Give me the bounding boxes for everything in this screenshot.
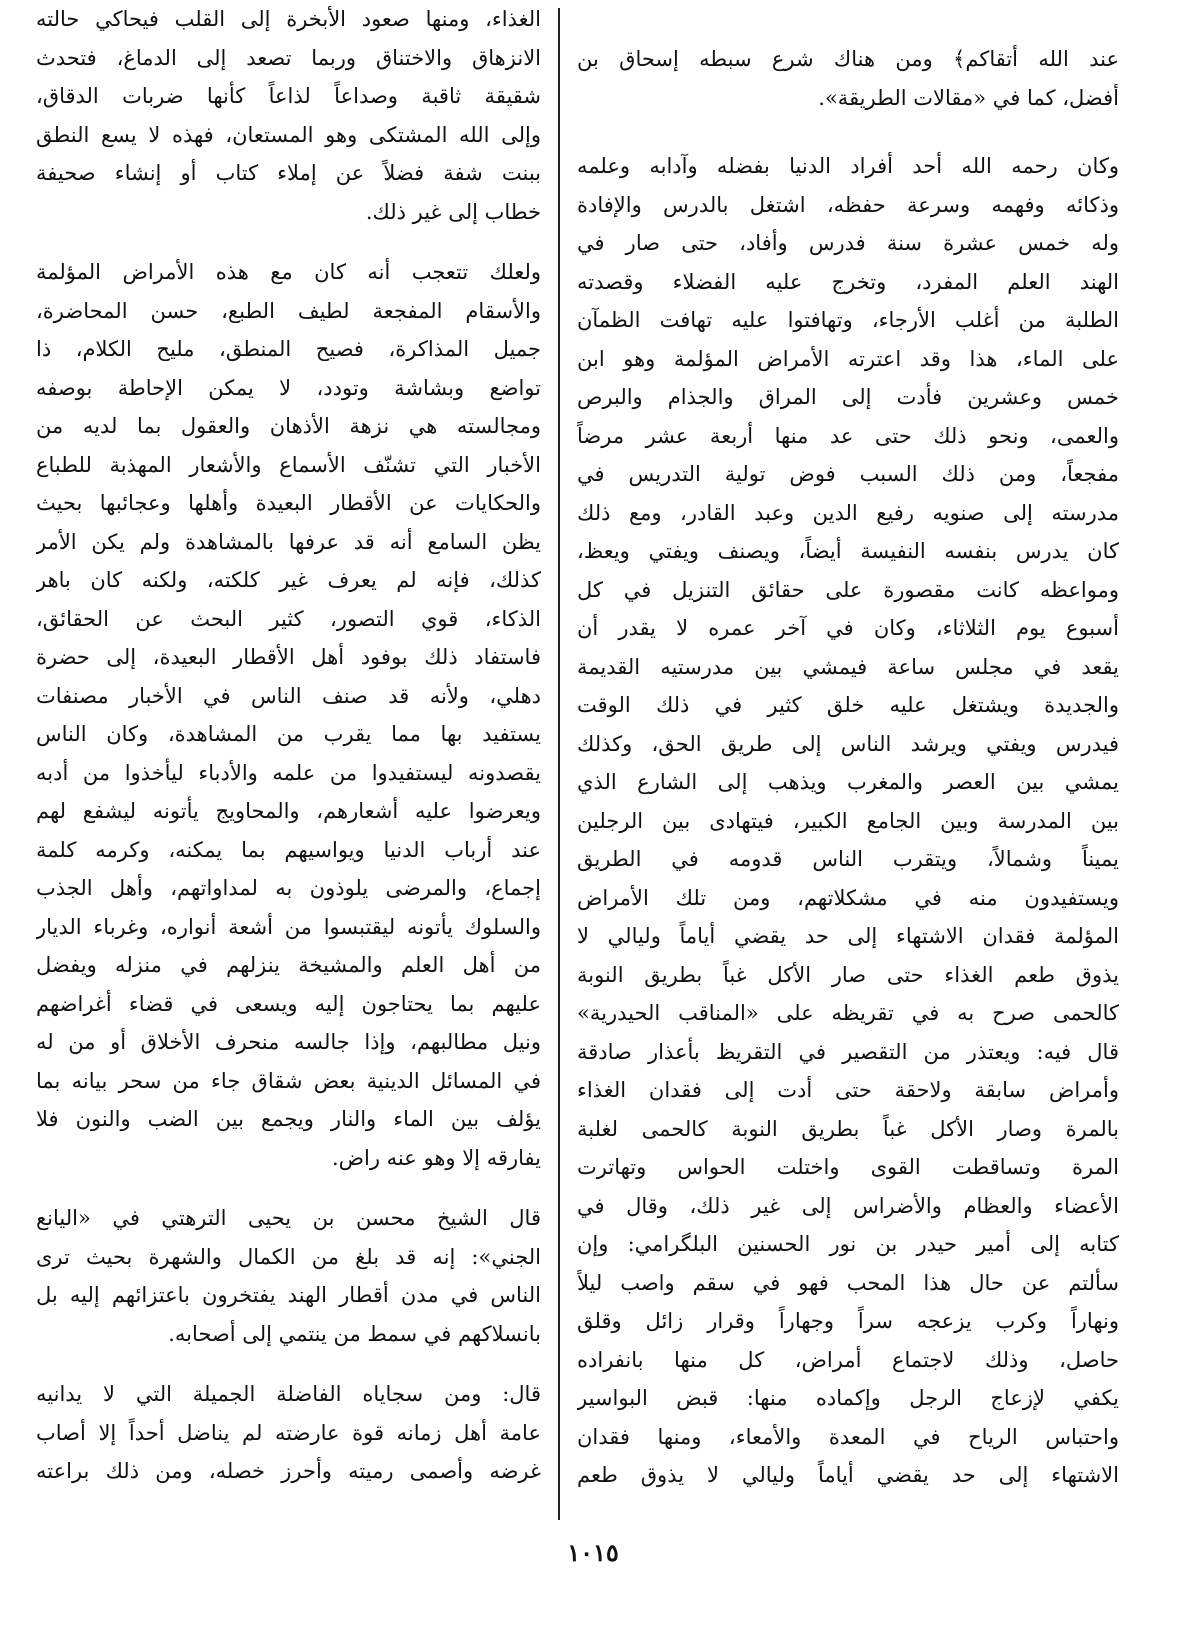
text-line: ونهاراً وكرب يزعجه سراً وجهاراً وقرار زائل وقلق (577, 1309, 1119, 1333)
text-line: يؤلف بين الماء والنار ويجمع بين الضب والنون فلا (36, 1107, 541, 1131)
text-line: يقعد في مجلس ساعة فيمشي بين مدرستيه القديمة (577, 654, 1119, 679)
text-line: غرضه وأصمى رميته وأحرز خصله، ومن ذلك براعته (36, 1459, 541, 1483)
text-line: ولعلك تتعجب أنه كان مع هذه الأمراض المؤلمة (36, 260, 541, 284)
text-line: الغذاء، ومنها صعود الأبخرة إلى القلب فيحاكي حالته (36, 7, 541, 31)
text-line: والحكايات عن الأقطار البعيدة وأهلها وعجائبها بحيث (36, 491, 541, 515)
text-line: على الماء، هذا وقد اعترته الأمراض المؤلمة وهو ابن (577, 346, 1119, 371)
text-line: يمشي بين العصر والمغرب ويذهب إلى الشارع الذي (577, 770, 1119, 794)
text-line: واحتباس الرياح في المعدة والأمعاء، ومنها فقدان (577, 1424, 1119, 1449)
text-line: وكان رحمه الله أحد أفراد الدنيا بفضله وآدابه وعلمه (577, 154, 1119, 178)
text-line: بالمرة وصار الأكل غباً بطريق النوبة كالحمى لغلبة (577, 1116, 1119, 1141)
text-line: وإلى الله المشتكى وهو المستعان، فهذه لا يسع النطق (36, 122, 541, 147)
paragraph (36, 0, 541, 231)
text-line: ونيل مطالبهم، وإذا جالسه منحرف الأخلاق أو من له (36, 1030, 541, 1054)
text-line: أفضل، كما في «مقالات الطريقة». (818, 85, 1119, 110)
text-line: ويعرضوا عليه أشعارهم، والمحاويج يأتونه ليشفع لهم (36, 799, 541, 823)
text-line: يذوق طعم الغذاء حتى صار الأكل غباً بطريق النوبة (577, 962, 1119, 987)
text-line: في المسائل الدينية بعض شقاق جاء من سحر بيانه بما (36, 1068, 541, 1093)
text-line: مدرسته إلى صنويه رفيع الدين وعبد القادر، ومع ذلك (577, 500, 1119, 525)
text-line: وذكائه وفهمه وسرعة حفظه، اشتغل بالدرس والإفادة (577, 192, 1119, 217)
text-line: ومجالسته هي نزهة الأذهان والعقول بما لديه من (36, 414, 541, 438)
text-line: فيدرس ويفتي ويرشد الناس إلى طريق الحق، وكذلك (577, 731, 1119, 756)
text-line: وله خمس عشرة سنة فدرس وأفاد، حتى صار في (577, 231, 1119, 255)
text-line: فاستفاد ذلك بوفود أهل الأقطار البعيدة، إلى حضرة (36, 645, 541, 669)
text-line: الذكاء، قوي التصور، كثير البحث عن الحقائق، (36, 606, 541, 631)
right-column (577, 40, 1119, 1517)
text-line: والسلوك يأتونه ليقتبسوا من أشعة أنواره، وغرباء الديار (36, 914, 541, 939)
text-line: جميل المذاكرة، فصيح المنطق، مليح الكلام، ذا (36, 337, 541, 361)
text-line: أسبوع يوم الثلاثاء، وكان في آخر عمره لا يقدر أن (577, 616, 1119, 640)
text-line: المؤلمة فقدان الاشتهاء إلى حد يقضي أياماً وليالي لا (577, 924, 1119, 948)
text-line: والأسقام المفجعة لطيف الطبع، حسن المحاضرة، (36, 298, 541, 323)
text-line: الأخبار التي تشنّف الأسماع والأشعار المهذبة للطباع (36, 452, 541, 477)
text-line: الجني»: إنه قد بلغ من الكمال والشهرة بحيث ترى (36, 1244, 541, 1269)
text-line: يقصدونه ليستفيدوا من علمه والأدباء ليأخذوا من أدبه (36, 760, 541, 785)
text-line: عند الله أتقاكم﴾ ومن هناك شرع سبطه إسحاق بن (577, 47, 1119, 71)
text-line: قال الشيخ محسن بن يحيى الترهتي في «اليانع (36, 1206, 541, 1230)
text-line: قال فيه: ويعتذر من التقصير في التقريظ بأعذار صادقة (577, 1039, 1119, 1064)
text-line: كتابه إلى أمير حيدر بن نور الحسنين البلگرامي: وإن (577, 1232, 1119, 1256)
text-line: يظن السامع أنه قد عرفها بالمشاهدة ولم يكن الأمر (36, 529, 541, 554)
paragraph (36, 1375, 541, 1491)
text-line: والعمى، ونحو ذلك حتى عد منها أربعة عشر مرضاً (577, 423, 1119, 448)
text-line: شقيقة ثاقبة وصداعاً لذاعاً كأنها ضربات الدقاق، (36, 84, 541, 108)
text-line: عامة أهل زمانه قوة عارضته لم يناضل أحداً إلا أصاب (36, 1420, 541, 1445)
text-line: الاشتهاء إلى حد يقضي أياماً وليالي لا يذوق طعم (577, 1463, 1119, 1487)
text-line: كالحمى صرح به في تقريظه على «المناقب الحيدرية» (577, 1001, 1119, 1025)
paragraph (577, 40, 1119, 117)
text-line: قال: ومن سجاياه الفاضلة الجميلة التي لا يدانيه (36, 1382, 541, 1406)
text-line: الناس في مدن أقطار الهند يفتخرون باعتزائهم إليه بل (36, 1283, 541, 1307)
text-line: كان يدرس بنفسه النفيسة أيضاً، ويصنف ويفتي ويعظ، (577, 539, 1119, 563)
text-line: خطاب إلى غير ذلك. (365, 199, 541, 224)
text-line: ويستفيدون منه في مشكلاتهم، ومن تلك الأمراض (577, 885, 1119, 910)
text-line: يستفيد بها مما يقرب من المشاهدة، وكان الناس (36, 722, 541, 746)
paragraph (577, 147, 1119, 1495)
text-line: إجماع، والمرضى يلوذون به لمداواتهم، وأهل الجذب (36, 876, 541, 900)
text-line: الهند العلم المفرد، وتخرج عليه الفضلاء وقصدته (577, 269, 1119, 294)
page-number: ١٠١٥ (567, 1538, 619, 1567)
text-line: من أهل العلم والمشيخة ينزلهم في منزله ويفضل (36, 953, 541, 977)
text-line: كذلك، فإنه لم يعرف غير كلكته، ولكنه كان باهر (36, 568, 541, 592)
text-line: بانسلاكهم في سمط من ينتمي إلى أصحابه. (168, 1321, 541, 1346)
text-line: تواضع وبشاشة وتودد، لا يمكن الإحاطة بوصفه (36, 375, 541, 400)
text-line: حاصل، وذلك لاجتماع أمراض، كل منها بانفراده (577, 1347, 1119, 1372)
text-line: عند أرباب الدنيا ويواسيهم بما يمكنه، وكرمه كلمة (36, 837, 541, 862)
text-line: ومواعظه كانت مقصورة على حقائق التنزيل في كل (577, 577, 1119, 602)
text-line: وأمراض سابقة ولاحقة حتى أدت إلى فقدان الغذاء (577, 1078, 1119, 1102)
text-line: المرة وتساقطت القوى واختلت الحواس وتهاترت (577, 1155, 1119, 1179)
text-line: يفارقه إلا وهو عنه راض. (331, 1145, 541, 1170)
column-divider (558, 8, 560, 1520)
text-line: مفجعاً، ومن ذلك السبب فوض تولية التدريس في (577, 462, 1119, 486)
text-line: بين المدرسة وبين الجامع الكبير، فيتهادى بين الرجلين (577, 808, 1119, 833)
text-line: دهلي، ولأنه قد صنف الناس في الأخبار مصنفات (36, 683, 541, 708)
text-line: يكفي لإزعاج الرجل وإكماده منها: قبض البواسير (577, 1386, 1119, 1410)
text-line: يميناً وشمالاً، ويتقرب الناس قدومه في الطريق (577, 847, 1119, 871)
text-line: سألتم عن حال هذا المحب فهو في سقم واصب ليلاً (577, 1270, 1119, 1295)
text-line: والجديدة ويشتغل عليه خلق كثير في ذلك الوقت (577, 693, 1119, 717)
text-line: الانزهاق والاختناق وربما تصعد إلى الدماغ، فتحدث (36, 45, 541, 70)
paragraph (36, 253, 541, 1177)
text-line: الأعضاء والعظام والأضراس إلى غير ذلك، وقال في (577, 1193, 1119, 1218)
text-line: الطلبة من أغلب الأرجاء، وتهافتوا عليه تهافت الظمآن (577, 308, 1119, 332)
paragraph (36, 1199, 541, 1353)
text-line: عليهم بما يحتاجون إليه ويسعى في قضاء أغراضهم (36, 991, 541, 1016)
left-column (36, 0, 541, 1513)
text-line: خمس وعشرين فأدت إلى المراق والجذام والبرص (577, 385, 1119, 409)
text-line: ببنت شفة فضلاً عن إملاء كتاب أو إنشاء صحيفة (36, 161, 541, 185)
